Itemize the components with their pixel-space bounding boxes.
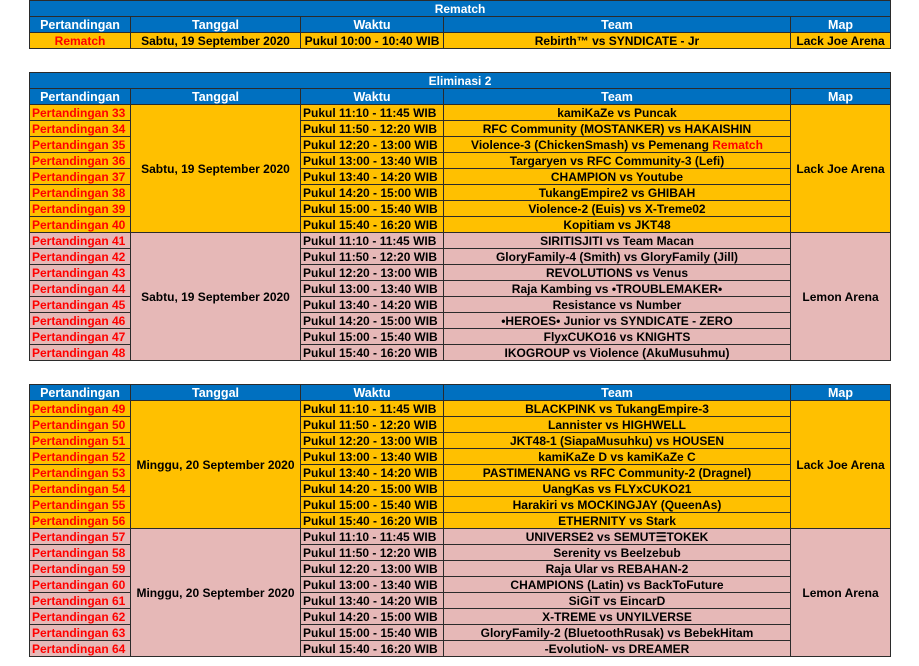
- match-cell: Pertandingan 63: [30, 625, 131, 641]
- team-cell: [444, 265, 791, 281]
- team-cell: [444, 281, 791, 297]
- team-text: Harakiri vs MOCKINGJAY (QueenAs): [512, 497, 722, 512]
- eliminasi-title: Eliminasi 2: [30, 73, 891, 89]
- match-cell: Pertandingan 44: [30, 281, 131, 297]
- match-cell: Pertandingan 50: [30, 417, 131, 433]
- match-cell: Pertandingan 39: [30, 201, 131, 217]
- match-cell: Pertandingan 46: [30, 313, 131, 329]
- time-cell: Pukul 15:40 - 16:20 WIB: [301, 217, 444, 233]
- date-cell: Minggu, 20 September 2020: [131, 529, 301, 657]
- team-cell: [444, 137, 791, 153]
- team-text: Resistance vs Number: [552, 297, 682, 312]
- team-text: Raja Kambing vs •TROUBLEMAKER•: [511, 281, 723, 296]
- team-text: -EvolutioN- vs DREAMER: [544, 641, 690, 656]
- time-cell: Pukul 13:00 - 13:40 WIB: [301, 449, 444, 465]
- match-cell: Pertandingan 33: [30, 105, 131, 121]
- map-cell: Lack Joe Arena: [791, 401, 891, 529]
- map-cell: Lemon Arena: [791, 529, 891, 657]
- match-cell: Pertandingan 54: [30, 481, 131, 497]
- team-cell: [444, 249, 791, 265]
- team-cell: [444, 417, 791, 433]
- time-cell: Pukul 12:20 - 13:00 WIB: [301, 561, 444, 577]
- date-cell: Sabtu, 19 September 2020: [131, 233, 301, 361]
- eliminasi-2-table: [29, 72, 891, 361]
- time-cell: Pukul 15:40 - 16:20 WIB: [301, 641, 444, 657]
- time-cell: Pukul 15:40 - 16:20 WIB: [301, 513, 444, 529]
- time-cell: Pukul 12:20 - 13:00 WIB: [301, 137, 444, 153]
- table-row: [30, 105, 891, 121]
- time-cell: Pukul 10:00 - 10:40 WIB: [301, 33, 444, 49]
- map-cell: Lemon Arena: [791, 233, 891, 361]
- match-cell: Pertandingan 62: [30, 609, 131, 625]
- map-cell: Lack Joe Arena: [791, 33, 891, 49]
- header-tanggal: Tanggal: [131, 89, 301, 105]
- team-text: Kopitiam vs JKT48: [563, 217, 671, 232]
- time-cell: Pukul 13:00 - 13:40 WIB: [301, 153, 444, 169]
- time-cell: Pukul 13:00 - 13:40 WIB: [301, 281, 444, 297]
- time-cell: Pukul 12:20 - 13:00 WIB: [301, 265, 444, 281]
- team-text: Lannister vs HIGHWELL: [547, 417, 687, 432]
- header-pertandingan: Pertandingan: [30, 89, 131, 105]
- team-cell: [444, 513, 791, 529]
- team-text: PASTIMENANG vs RFC Community-2 (Dragnel): [482, 465, 752, 480]
- team-cell: [444, 625, 791, 641]
- header-tanggal: Tanggal: [131, 17, 301, 33]
- team-cell: [444, 201, 791, 217]
- time-cell: Pukul 12:20 - 13:00 WIB: [301, 433, 444, 449]
- team-text: Violence-2 (Euis) vs X-Treme02: [528, 201, 706, 216]
- header-team: Team: [444, 385, 791, 401]
- team-text: Raja Ular vs REBAHAN-2: [545, 561, 689, 576]
- team-cell: [444, 433, 791, 449]
- team-text: FlyxCUKO16 vs KNIGHTS: [543, 329, 691, 344]
- match-cell: Pertandingan 59: [30, 561, 131, 577]
- table-row: [30, 233, 891, 249]
- time-cell: Pukul 11:50 - 12:20 WIB: [301, 417, 444, 433]
- match-cell: Pertandingan 47: [30, 329, 131, 345]
- time-cell: Pukul 11:10 - 11:45 WIB: [301, 233, 444, 249]
- time-cell: Pukul 15:00 - 15:40 WIB: [301, 201, 444, 217]
- match-cell: Pertandingan 45: [30, 297, 131, 313]
- team-text: REVOLUTIONS vs Venus: [545, 265, 689, 280]
- time-cell: Pukul 15:40 - 16:20 WIB: [301, 345, 444, 361]
- time-cell: Pukul 13:40 - 14:20 WIB: [301, 297, 444, 313]
- time-cell: Pukul 13:40 - 14:20 WIB: [301, 465, 444, 481]
- header-waktu: Waktu: [301, 385, 444, 401]
- match-cell: Pertandingan 51: [30, 433, 131, 449]
- match-cell: Pertandingan 37: [30, 169, 131, 185]
- match-cell: Pertandingan 60: [30, 577, 131, 593]
- header-tanggal: Tanggal: [131, 385, 301, 401]
- team-cell: [444, 185, 791, 201]
- team-text: IKOGROUP vs Violence (AkuMusuhmu): [504, 345, 730, 360]
- team-text: kamiKaZe vs Puncak: [557, 105, 677, 120]
- match-cell: Pertandingan 43: [30, 265, 131, 281]
- team-cell: [444, 153, 791, 169]
- team-cell: [444, 561, 791, 577]
- match-cell: Pertandingan 53: [30, 465, 131, 481]
- team-text: RFC Community (MOSTANKER) vs HAKAISHIN: [482, 121, 752, 136]
- date-cell: Sabtu, 19 September 2020: [131, 33, 301, 49]
- time-cell: Pukul 15:00 - 15:40 WIB: [301, 329, 444, 345]
- team-cell: [444, 593, 791, 609]
- team-text: CHAMPION vs Youtube: [550, 169, 684, 184]
- team-cell: [444, 449, 791, 465]
- time-cell: Pukul 11:50 - 12:20 WIB: [301, 121, 444, 137]
- date-cell: Sabtu, 19 September 2020: [131, 105, 301, 233]
- date-cell: Minggu, 20 September 2020: [131, 401, 301, 529]
- team-cell: [444, 401, 791, 417]
- team-cell: [444, 497, 791, 513]
- header-waktu: Waktu: [301, 89, 444, 105]
- table-row: [30, 529, 891, 545]
- match-cell: Pertandingan 61: [30, 593, 131, 609]
- team-cell: [444, 105, 791, 121]
- team-cell: [444, 329, 791, 345]
- header-pertandingan: Pertandingan: [30, 385, 131, 401]
- team-cell: [444, 465, 791, 481]
- team-rematch-link-text: Rematch: [712, 137, 763, 152]
- match-cell: Pertandingan 48: [30, 345, 131, 361]
- time-cell: Pukul 11:50 - 12:20 WIB: [301, 545, 444, 561]
- header-pertandingan: Pertandingan: [30, 17, 131, 33]
- match-cell: Pertandingan 40: [30, 217, 131, 233]
- team-text: Targaryen vs RFC Community-3 (Lefi): [509, 153, 725, 168]
- team-cell: [444, 345, 791, 361]
- team-text: Serenity vs Beelzebub: [553, 545, 681, 560]
- time-cell: Pukul 15:00 - 15:40 WIB: [301, 497, 444, 513]
- day-2-table: [29, 384, 891, 657]
- team-cell: [444, 481, 791, 497]
- time-cell: Pukul 11:10 - 11:45 WIB: [301, 401, 444, 417]
- team-text: GloryFamily-4 (Smith) vs GloryFamily (Jill): [495, 249, 739, 264]
- team-cell: [444, 297, 791, 313]
- rematch-title: Rematch: [30, 1, 891, 17]
- match-cell: Pertandingan 38: [30, 185, 131, 201]
- team-text: Violence-3 (ChickenSmash) vs Pemenang: [471, 137, 713, 152]
- team-cell: [444, 577, 791, 593]
- match-cell: Pertandingan 64: [30, 641, 131, 657]
- time-cell: Pukul 13:00 - 13:40 WIB: [301, 577, 444, 593]
- match-cell: Rematch: [30, 33, 131, 49]
- header-map: Map: [791, 385, 891, 401]
- time-cell: Pukul 14:20 - 15:00 WIB: [301, 481, 444, 497]
- match-cell: Pertandingan 52: [30, 449, 131, 465]
- team-text: ETHERNITY vs Stark: [558, 513, 676, 528]
- header-map: Map: [791, 89, 891, 105]
- team-text: CHAMPIONS (Latin) vs BackToFuture: [510, 577, 724, 592]
- team-text: UangKas vs FLYxCUKO21: [542, 481, 692, 496]
- team-cell: [444, 121, 791, 137]
- time-cell: Pukul 13:40 - 14:20 WIB: [301, 593, 444, 609]
- team-text: UNIVERSE2 vs SEMUT☰TOKEK: [525, 529, 709, 544]
- team-text: X-TREME vs UNYILVERSE: [542, 609, 692, 624]
- match-cell: Pertandingan 36: [30, 153, 131, 169]
- match-cell: Pertandingan 42: [30, 249, 131, 265]
- team-text: SIRITISJITI vs Team Macan: [540, 233, 694, 248]
- team-text: JKT48-1 (SiapaMusuhku) vs HOUSEN: [509, 433, 725, 448]
- team-text: •HEROES• Junior vs SYNDICATE - ZERO: [501, 313, 733, 328]
- header-map: Map: [791, 17, 891, 33]
- time-cell: Pukul 13:40 - 14:20 WIB: [301, 169, 444, 185]
- team-cell: [444, 609, 791, 625]
- table-row: [30, 33, 891, 49]
- team-cell: Rebirth™ vs SYNDICATE - Jr: [444, 33, 791, 49]
- header-team: Team: [444, 17, 791, 33]
- team-text: GloryFamily-2 (BluetoothRusak) vs BebekHitam: [480, 625, 754, 640]
- time-cell: Pukul 11:10 - 11:45 WIB: [301, 529, 444, 545]
- team-cell: [444, 169, 791, 185]
- match-cell: Pertandingan 55: [30, 497, 131, 513]
- match-cell: Pertandingan 34: [30, 121, 131, 137]
- match-cell: Pertandingan 57: [30, 529, 131, 545]
- time-cell: Pukul 11:10 - 11:45 WIB: [301, 105, 444, 121]
- team-text: SiGiT vs EincarD: [568, 593, 666, 608]
- time-cell: Pukul 15:00 - 15:40 WIB: [301, 625, 444, 641]
- match-cell: Pertandingan 35: [30, 137, 131, 153]
- team-text: kamiKaZe D vs kamiKaZe C: [538, 449, 696, 464]
- team-cell: [444, 313, 791, 329]
- match-cell: Pertandingan 58: [30, 545, 131, 561]
- map-cell: Lack Joe Arena: [791, 105, 891, 233]
- team-cell: [444, 233, 791, 249]
- team-cell: [444, 545, 791, 561]
- team-text: BLACKPINK vs TukangEmpire-3: [525, 401, 709, 416]
- time-cell: Pukul 14:20 - 15:00 WIB: [301, 313, 444, 329]
- header-waktu: Waktu: [301, 17, 444, 33]
- team-cell: [444, 217, 791, 233]
- time-cell: Pukul 14:20 - 15:00 WIB: [301, 185, 444, 201]
- match-cell: Pertandingan 56: [30, 513, 131, 529]
- time-cell: Pukul 14:20 - 15:00 WIB: [301, 609, 444, 625]
- time-cell: Pukul 11:50 - 12:20 WIB: [301, 249, 444, 265]
- team-cell: [444, 641, 791, 657]
- team-text: TukangEmpire2 vs GHIBAH: [538, 185, 696, 200]
- match-cell: Pertandingan 49: [30, 401, 131, 417]
- header-team: Team: [444, 89, 791, 105]
- match-cell: Pertandingan 41: [30, 233, 131, 249]
- table-row: [30, 401, 891, 417]
- team-cell: [444, 529, 791, 545]
- rematch-table: [29, 0, 891, 49]
